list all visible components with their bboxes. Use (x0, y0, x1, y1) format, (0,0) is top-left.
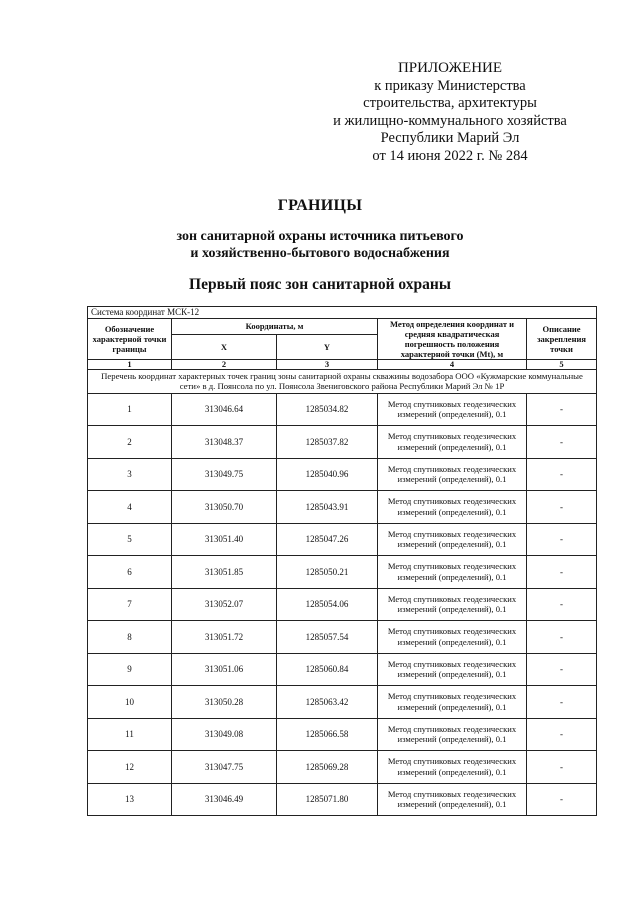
table-row (88, 491, 597, 524)
y-coordinate-cell: 1285047.26 (277, 523, 378, 556)
approval-block (300, 60, 600, 166)
column-number: 3 (277, 359, 378, 369)
method-cell: Метод спутниковых геодезических измерений (определений), 0.1 (378, 588, 527, 621)
subtitle-line: зон санитарной охраны источника питьевого (176, 229, 464, 244)
fixing-cell: - (527, 783, 597, 816)
y-coordinate-cell: 1285040.96 (277, 458, 378, 491)
y-coordinate-cell: 1285037.82 (277, 426, 378, 459)
method-cell: Метод спутниковых геодезических измерений (определений), 0.1 (378, 751, 527, 784)
point-number-cell: 10 (88, 686, 172, 719)
x-coordinate-cell: 313046.49 (172, 783, 277, 816)
y-coordinate-cell: 1285060.84 (277, 653, 378, 686)
method-cell: Метод спутниковых геодезических измерений (определений), 0.1 (378, 491, 527, 524)
y-coordinate-cell: 1285066.58 (277, 718, 378, 751)
approval-line: от 14 июня 2022 г. № 284 (372, 147, 528, 164)
x-coordinate-cell: 313052.07 (172, 588, 277, 621)
coordinates-table (87, 306, 597, 816)
table-row (88, 556, 597, 589)
point-number-cell: 2 (88, 426, 172, 459)
method-cell: Метод спутниковых геодезических измерений (определений), 0.1 (378, 556, 527, 589)
header-y: Y (277, 334, 378, 359)
x-coordinate-cell: 313051.40 (172, 523, 277, 556)
point-number-cell: 13 (88, 783, 172, 816)
point-number-cell: 9 (88, 653, 172, 686)
fixing-cell: - (527, 621, 597, 654)
fixing-cell: - (527, 751, 597, 784)
y-coordinate-cell: 1285057.54 (277, 621, 378, 654)
table-row (88, 426, 597, 459)
fixing-cell: - (527, 491, 597, 524)
fixing-cell: - (527, 718, 597, 751)
point-number-cell: 7 (88, 588, 172, 621)
y-coordinate-cell: 1285063.42 (277, 686, 378, 719)
section-title: Первый пояс зон санитарной охраны (189, 276, 451, 293)
x-coordinate-cell: 313050.28 (172, 686, 277, 719)
table-row (88, 653, 597, 686)
y-coordinate-cell: 1285050.21 (277, 556, 378, 589)
approval-line: Республики Марий Эл (380, 130, 520, 147)
document-title: ГРАНИЦЫ (277, 197, 363, 214)
document-subtitle (0, 228, 640, 262)
fixing-cell: - (527, 686, 597, 719)
x-coordinate-cell: 313046.64 (172, 393, 277, 426)
method-cell: Метод спутниковых геодезических измерений (определений), 0.1 (378, 523, 527, 556)
table-row (88, 621, 597, 654)
table-row (88, 393, 597, 426)
approval-line: к приказу Министерства (374, 77, 526, 94)
method-cell: Метод спутниковых геодезических измерений (определений), 0.1 (378, 621, 527, 654)
approval-line: и жилищно-коммунального хозяйства (333, 112, 567, 129)
well-description: Перечень координат характерных точек границ зоны санитарной охраны скважины водозабора ООО «Кужмарские коммунальные сети» в д. Поянсола по ул. Поянсола Звениговского района Республики Марий Эл № 1Р (88, 369, 597, 393)
y-coordinate-cell: 1285054.06 (277, 588, 378, 621)
x-coordinate-cell: 313048.37 (172, 426, 277, 459)
header-x: X (172, 334, 277, 359)
fixing-cell: - (527, 393, 597, 426)
point-number-cell: 5 (88, 523, 172, 556)
method-cell: Метод спутниковых геодезических измерений (определений), 0.1 (378, 718, 527, 751)
point-number-cell: 6 (88, 556, 172, 589)
x-coordinate-cell: 313051.72 (172, 621, 277, 654)
table-row (88, 718, 597, 751)
method-cell: Метод спутниковых геодезических измерений (определений), 0.1 (378, 458, 527, 491)
header-fixing: Описание закрепления точки (527, 318, 597, 359)
y-coordinate-cell: 1285071.80 (277, 783, 378, 816)
appendix-heading: ПРИЛОЖЕНИЕ (397, 60, 503, 76)
x-coordinate-cell: 313047.75 (172, 751, 277, 784)
x-coordinate-cell: 313050.70 (172, 491, 277, 524)
column-number: 1 (88, 359, 172, 369)
table-row (88, 458, 597, 491)
point-number-cell: 1 (88, 393, 172, 426)
x-coordinate-cell: 313051.85 (172, 556, 277, 589)
header-point: Обозначение характерной точки границы (88, 318, 172, 359)
subtitle-line: и хозяйственно-бытового водоснабжения (190, 246, 450, 261)
fixing-cell: - (527, 556, 597, 589)
fixing-cell: - (527, 523, 597, 556)
table-row (88, 751, 597, 784)
table-row (88, 686, 597, 719)
column-number: 5 (527, 359, 597, 369)
y-coordinate-cell: 1285069.28 (277, 751, 378, 784)
y-coordinate-cell: 1285043.91 (277, 491, 378, 524)
fixing-cell: - (527, 426, 597, 459)
method-cell: Метод спутниковых геодезических измерений (определений), 0.1 (378, 426, 527, 459)
method-cell: Метод спутниковых геодезических измерений (определений), 0.1 (378, 653, 527, 686)
point-number-cell: 12 (88, 751, 172, 784)
header-coordinates: Координаты, м (172, 318, 378, 334)
x-coordinate-cell: 313051.06 (172, 653, 277, 686)
point-number-cell: 8 (88, 621, 172, 654)
method-cell: Метод спутниковых геодезических измерений (определений), 0.1 (378, 393, 527, 426)
fixing-cell: - (527, 458, 597, 491)
approval-line: строительства, архитектуры (363, 95, 537, 112)
x-coordinate-cell: 313049.75 (172, 458, 277, 491)
x-coordinate-cell: 313049.08 (172, 718, 277, 751)
coordinate-system: Система координат МСК-12 (88, 307, 597, 319)
column-number: 2 (172, 359, 277, 369)
point-number-cell: 4 (88, 491, 172, 524)
table-row (88, 523, 597, 556)
method-cell: Метод спутниковых геодезических измерений (определений), 0.1 (378, 783, 527, 816)
table-row (88, 783, 597, 816)
fixing-cell: - (527, 588, 597, 621)
method-cell: Метод спутниковых геодезических измерений (определений), 0.1 (378, 686, 527, 719)
y-coordinate-cell: 1285034.82 (277, 393, 378, 426)
point-number-cell: 3 (88, 458, 172, 491)
point-number-cell: 11 (88, 718, 172, 751)
header-method: Метод определения координат и средняя квадратическая погрешность положения характерной точки (Mt), м (378, 318, 527, 359)
fixing-cell: - (527, 653, 597, 686)
column-number: 4 (378, 359, 527, 369)
table-row (88, 588, 597, 621)
